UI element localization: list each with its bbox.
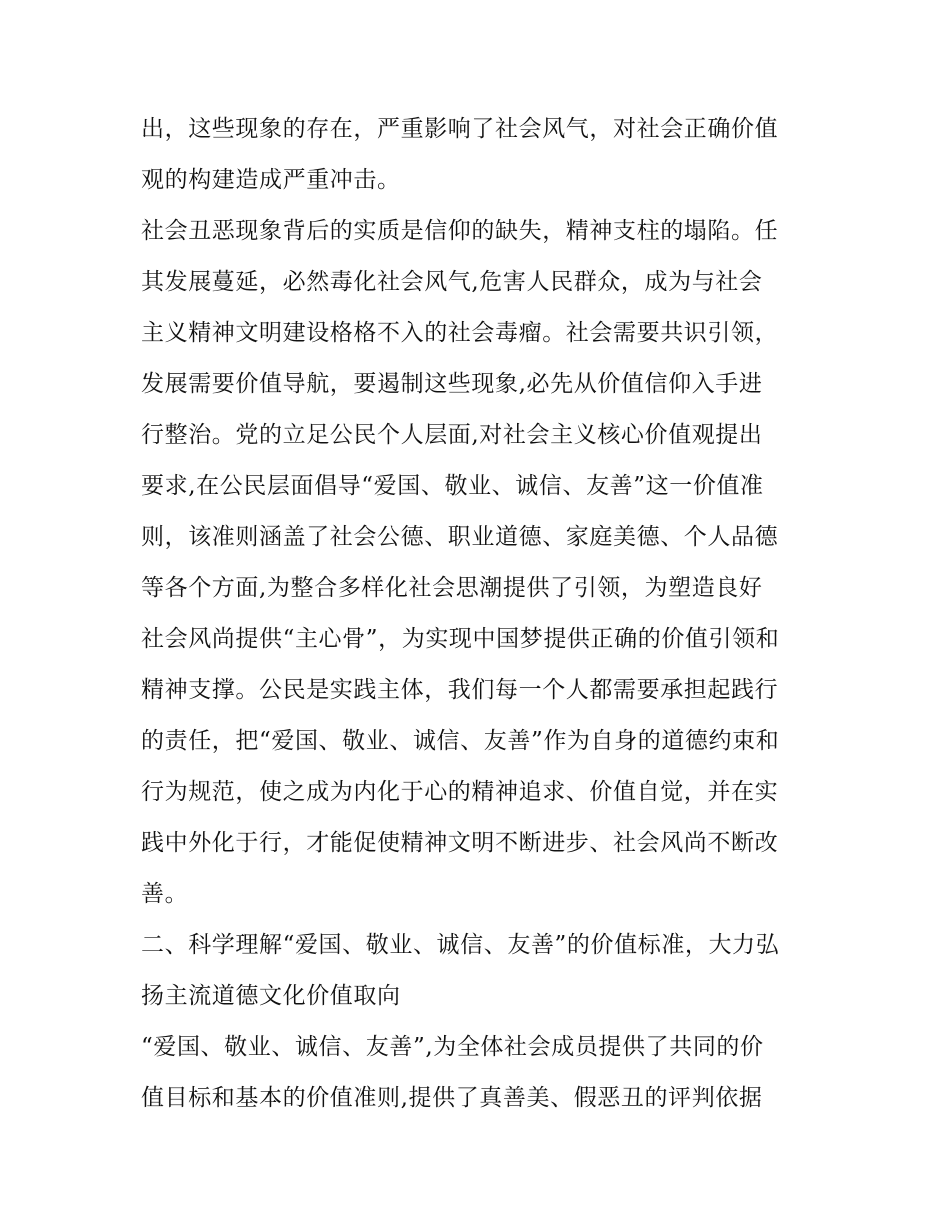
- text-line: 发展需要价值导航，要遏制这些现象,必先从价值信仰入手进: [141, 371, 763, 397]
- text-line: 其发展蔓延，必然毒化社会风气,危害人民群众，成为与社会: [141, 269, 763, 295]
- text-line: 善。: [141, 881, 189, 907]
- text-line: 则，该准则涵盖了社会公德、职业道德、家庭美德、个人品德: [141, 524, 779, 550]
- text-line: 观的构建造成严重冲击。: [141, 167, 401, 193]
- text-line: 主义精神文明建设格格不入的社会毒瘤。社会需要共识引领，: [141, 320, 779, 346]
- section-heading-line: 扬主流道德文化价值取向: [141, 983, 401, 1009]
- text-line: 的责任，把“爱国、敬业、诚信、友善”作为自身的道德约束和: [141, 728, 780, 754]
- text-line: 践中外化于行，才能促使精神文明不断进步、社会风尚不断改: [141, 830, 779, 856]
- text-line: 社会丑恶现象背后的实质是信仰的缺失，精神支柱的塌陷。任: [141, 218, 779, 244]
- text-line: “爱国、敬业、诚信、友善”,为全体社会成员提供了共同的价: [141, 1034, 764, 1060]
- text-line: 等各个方面,为整合多样化社会思潮提供了引领，为塑造良好: [141, 575, 763, 601]
- text-line: 行为规范，使之成为内化于心的精神追求、价值自觉，并在实: [141, 779, 779, 805]
- text-line: 行整治。党的立足公民个人层面,对社会主义核心价值观提出: [141, 422, 763, 448]
- text-line: 出，这些现象的存在，严重影响了社会风气，对社会正确价值: [141, 116, 779, 142]
- text-line: 值目标和基本的价值准则,提供了真善美、假恶丑的评判依据: [141, 1085, 763, 1111]
- text-line: 精神支撑。公民是实践主体，我们每一个人都需要承担起践行: [141, 677, 779, 703]
- text-line: 要求,在公民层面倡导“爱国、敬业、诚信、友善”这一价值准: [141, 473, 764, 499]
- text-line: 社会风尚提供“主心骨”，为实现中国梦提供正确的价值引领和: [141, 626, 780, 652]
- section-heading-line: 二、科学理解“爱国、敬业、诚信、友善”的价值标准，大力弘: [141, 932, 780, 958]
